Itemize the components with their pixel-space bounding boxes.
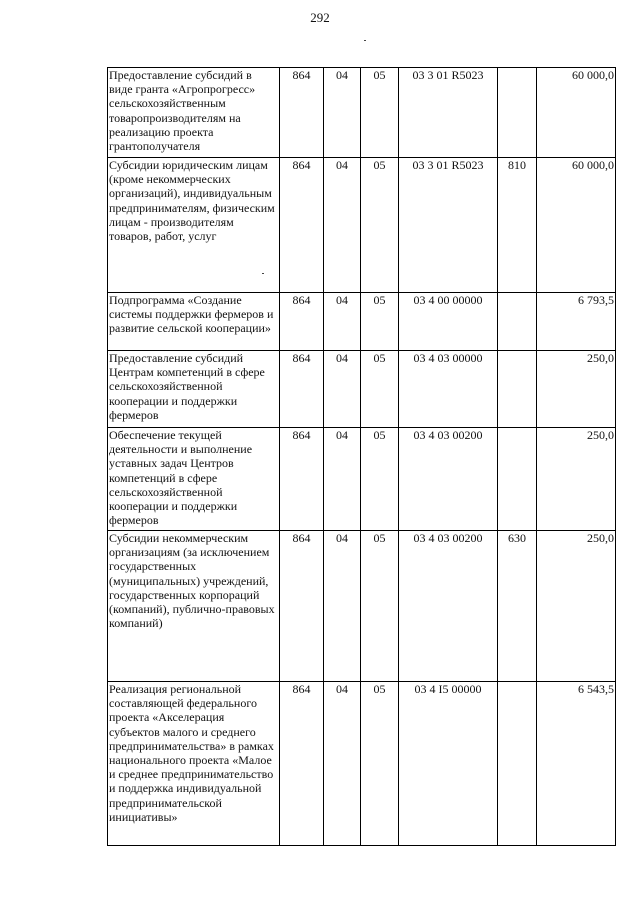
row-name: Субсидии некоммерческим организациям (за исключением государственных (муниципальных) учреждений, государственных корпораций (компаний), публично-правовых компаний) (108, 531, 280, 682)
expense-type (498, 682, 537, 846)
amount: 250,0 (537, 428, 616, 531)
target-article: 03 3 01 R5023 (399, 158, 498, 293)
subsection-code: 05 (361, 682, 399, 846)
amount: 250,0 (537, 351, 616, 428)
table-row (108, 68, 616, 158)
ministry-code: 864 (280, 158, 324, 293)
table-row (108, 428, 616, 531)
section-code: 04 (324, 531, 361, 682)
budget-table (107, 67, 616, 846)
row-name: Субсидии юридическим лицам (кроме некоммерческих организаций), индивидуальным предпринимателям, физическим лицам - производителям товаров, работ, услуг (108, 158, 280, 293)
amount: 60 000,0 (537, 68, 616, 158)
amount: 60 000,0 (537, 158, 616, 293)
target-article: 03 4 03 00200 (399, 531, 498, 682)
table-row (108, 293, 616, 351)
expense-type (498, 351, 537, 428)
subsection-code: 05 (361, 158, 399, 293)
ministry-code: 864 (280, 682, 324, 846)
expense-type: 810 (498, 158, 537, 293)
subsection-code: 05 (361, 351, 399, 428)
section-code: 04 (324, 158, 361, 293)
table-row (108, 158, 616, 293)
section-code: 04 (324, 293, 361, 351)
section-code: 04 (324, 351, 361, 428)
section-code: 04 (324, 428, 361, 531)
target-article: 03 4 03 00000 (399, 351, 498, 428)
table-row (108, 531, 616, 682)
target-article: 03 4 00 00000 (399, 293, 498, 351)
subsection-code: 05 (361, 68, 399, 158)
table-row (108, 351, 616, 428)
scan-speck (364, 40, 366, 41)
expense-type (498, 293, 537, 351)
ministry-code: 864 (280, 531, 324, 682)
target-article: 03 4 I5 00000 (399, 682, 498, 846)
ministry-code: 864 (280, 428, 324, 531)
expense-type (498, 428, 537, 531)
expense-type (498, 68, 537, 158)
ministry-code: 864 (280, 293, 324, 351)
page-number: 292 (310, 10, 330, 25)
table-row (108, 682, 616, 846)
row-name: Обеспечение текущей деятельности и выполнение уставных задач Центров компетенций в сфере сельскохозяйственной кооперации и поддержки фермеров (108, 428, 280, 531)
expense-type: 630 (498, 531, 537, 682)
amount: 6 793,5 (537, 293, 616, 351)
section-code: 04 (324, 68, 361, 158)
target-article: 03 4 03 00200 (399, 428, 498, 531)
amount: 6 543,5 (537, 682, 616, 846)
row-name: Подпрограмма «Создание системы поддержки фермеров и развитие сельской кооперации» (108, 293, 280, 351)
ministry-code: 864 (280, 68, 324, 158)
section-code: 04 (324, 682, 361, 846)
row-name: Предоставление субсидий в виде гранта «Агропрогресс» сельскохозяйственным товаропроизводителям на реализацию проекта грантополучателя (108, 68, 280, 158)
amount: 250,0 (537, 531, 616, 682)
subsection-code: 05 (361, 293, 399, 351)
row-name: Предоставление субсидий Центрам компетенций в сфере сельскохозяйственной кооперации и поддержки фермеров (108, 351, 280, 428)
subsection-code: 05 (361, 531, 399, 682)
subsection-code: 05 (361, 428, 399, 531)
target-article: 03 3 01 R5023 (399, 68, 498, 158)
ministry-code: 864 (280, 351, 324, 428)
row-name: Реализация региональной составляющей федерального проекта «Акселерация субъектов малого и среднего предпринимательства» в рамках национального проекта «Малое и среднее предпринимательство и поддержка индивидуальной предпринимательской инициативы» (108, 682, 280, 846)
